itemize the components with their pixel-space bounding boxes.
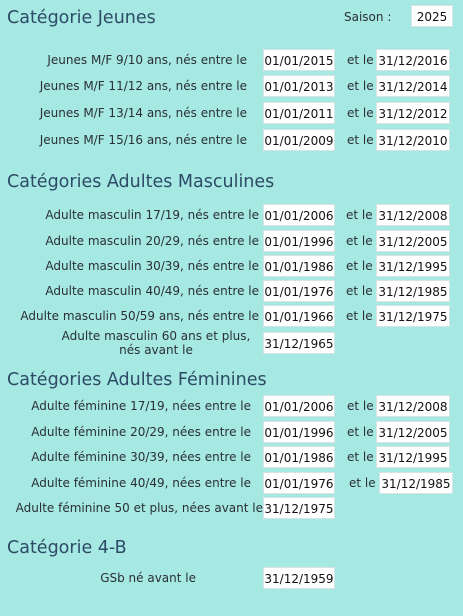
saison-label: Saison : [344,10,392,24]
masc-to-input[interactable]: 31/12/1985 [376,280,450,302]
masc-from-input[interactable]: 01/01/2006 [263,204,335,226]
jeunes-to-input[interactable]: 31/12/2010 [376,129,450,151]
jeunes-row-label: Jeunes M/F 11/12 ans, nés entre le [39,79,247,93]
et-le-connector: et le [346,234,373,248]
et-le-connector: et le [347,450,374,464]
fem-to-input[interactable]: 31/12/2005 [376,421,450,443]
et-le-connector: et le [347,399,374,413]
jeunes-from-input[interactable]: 01/01/2011 [263,102,335,124]
fem-to-input[interactable]: 31/12/1995 [376,446,450,468]
et-le-connector: et le [346,284,373,298]
masc-row-label: Adulte masculin 40/49, nés entre le [45,284,259,298]
b4-before-input[interactable]: 31/12/1959 [263,567,335,589]
fem-to-input[interactable]: 31/12/1985 [379,472,453,494]
masc-to-input[interactable]: 31/12/1975 [376,305,450,327]
masc-to-input[interactable]: 31/12/2005 [376,230,450,252]
fem-row-label: Adulte féminine 50 et plus, nées avant le [15,501,263,515]
fem-before-input[interactable]: 31/12/1975 [263,497,335,519]
et-le-connector: et le [347,425,374,439]
jeunes-to-input[interactable]: 31/12/2016 [376,49,450,71]
fem-from-input[interactable]: 01/01/1986 [263,446,335,468]
section-title-fem: Catégories Adultes Féminines [7,370,267,390]
jeunes-from-input[interactable]: 01/01/2015 [263,49,335,71]
fem-row-label: Adulte féminine 40/49, nées entre le [31,476,251,490]
jeunes-row-label: Jeunes M/F 9/10 ans, nés entre le [47,53,247,67]
et-le-connector: et le [349,476,376,490]
masc-to-input[interactable]: 31/12/1995 [376,255,450,277]
masc-from-input[interactable]: 01/01/1976 [263,280,335,302]
fem-row-label: Adulte féminine 17/19, nées entre le [31,399,251,413]
et-le-connector: et le [347,106,374,120]
b4-row-label: GSb né avant le [100,571,196,585]
et-le-connector: et le [346,259,373,273]
saison-input[interactable]: 2025 [411,5,453,27]
et-le-connector: et le [347,53,374,67]
jeunes-row-label: Jeunes M/F 15/16 ans, nés entre le [39,133,247,147]
fem-row-label: Adulte féminine 20/29, nées entre le [31,425,251,439]
masc-row-label: Adulte masculin 30/39, nés entre le [45,259,259,273]
et-le-connector: et le [347,79,374,93]
jeunes-from-input[interactable]: 01/01/2013 [263,75,335,97]
jeunes-from-input[interactable]: 01/01/2009 [263,129,335,151]
fem-from-input[interactable]: 01/01/1996 [263,421,335,443]
fem-from-input[interactable]: 01/01/2006 [263,395,335,417]
masc-to-input[interactable]: 31/12/2008 [376,204,450,226]
masc-row-label: Adulte masculin 17/19, nés entre le [45,208,259,222]
section-title-jeunes: Catégorie Jeunes [7,8,156,28]
et-le-connector: et le [346,208,373,222]
section-title-masc: Catégories Adultes Masculines [7,172,275,192]
et-le-connector: et le [346,309,373,323]
jeunes-row-label: Jeunes M/F 13/14 ans, nés entre le [39,106,247,120]
jeunes-to-input[interactable]: 31/12/2014 [376,75,450,97]
masc-row-label: Adulte masculin 60 ans et plus, nés avant le [61,329,251,357]
masc-row-label: Adulte masculin 50/59 ans, nés entre le [20,309,259,323]
masc-from-input[interactable]: 01/01/1986 [263,255,335,277]
masc-from-input[interactable]: 01/01/1996 [263,230,335,252]
masc-before-input[interactable]: 31/12/1965 [263,332,335,354]
section-title-4b: Catégorie 4-B [7,538,127,558]
masc-from-input[interactable]: 01/01/1966 [263,305,335,327]
fem-from-input[interactable]: 01/01/1976 [263,472,335,494]
jeunes-to-input[interactable]: 31/12/2012 [376,102,450,124]
fem-row-label: Adulte féminine 30/39, nées entre le [31,450,251,464]
et-le-connector: et le [347,133,374,147]
fem-to-input[interactable]: 31/12/2008 [376,395,450,417]
masc-row-label: Adulte masculin 20/29, nés entre le [45,234,259,248]
